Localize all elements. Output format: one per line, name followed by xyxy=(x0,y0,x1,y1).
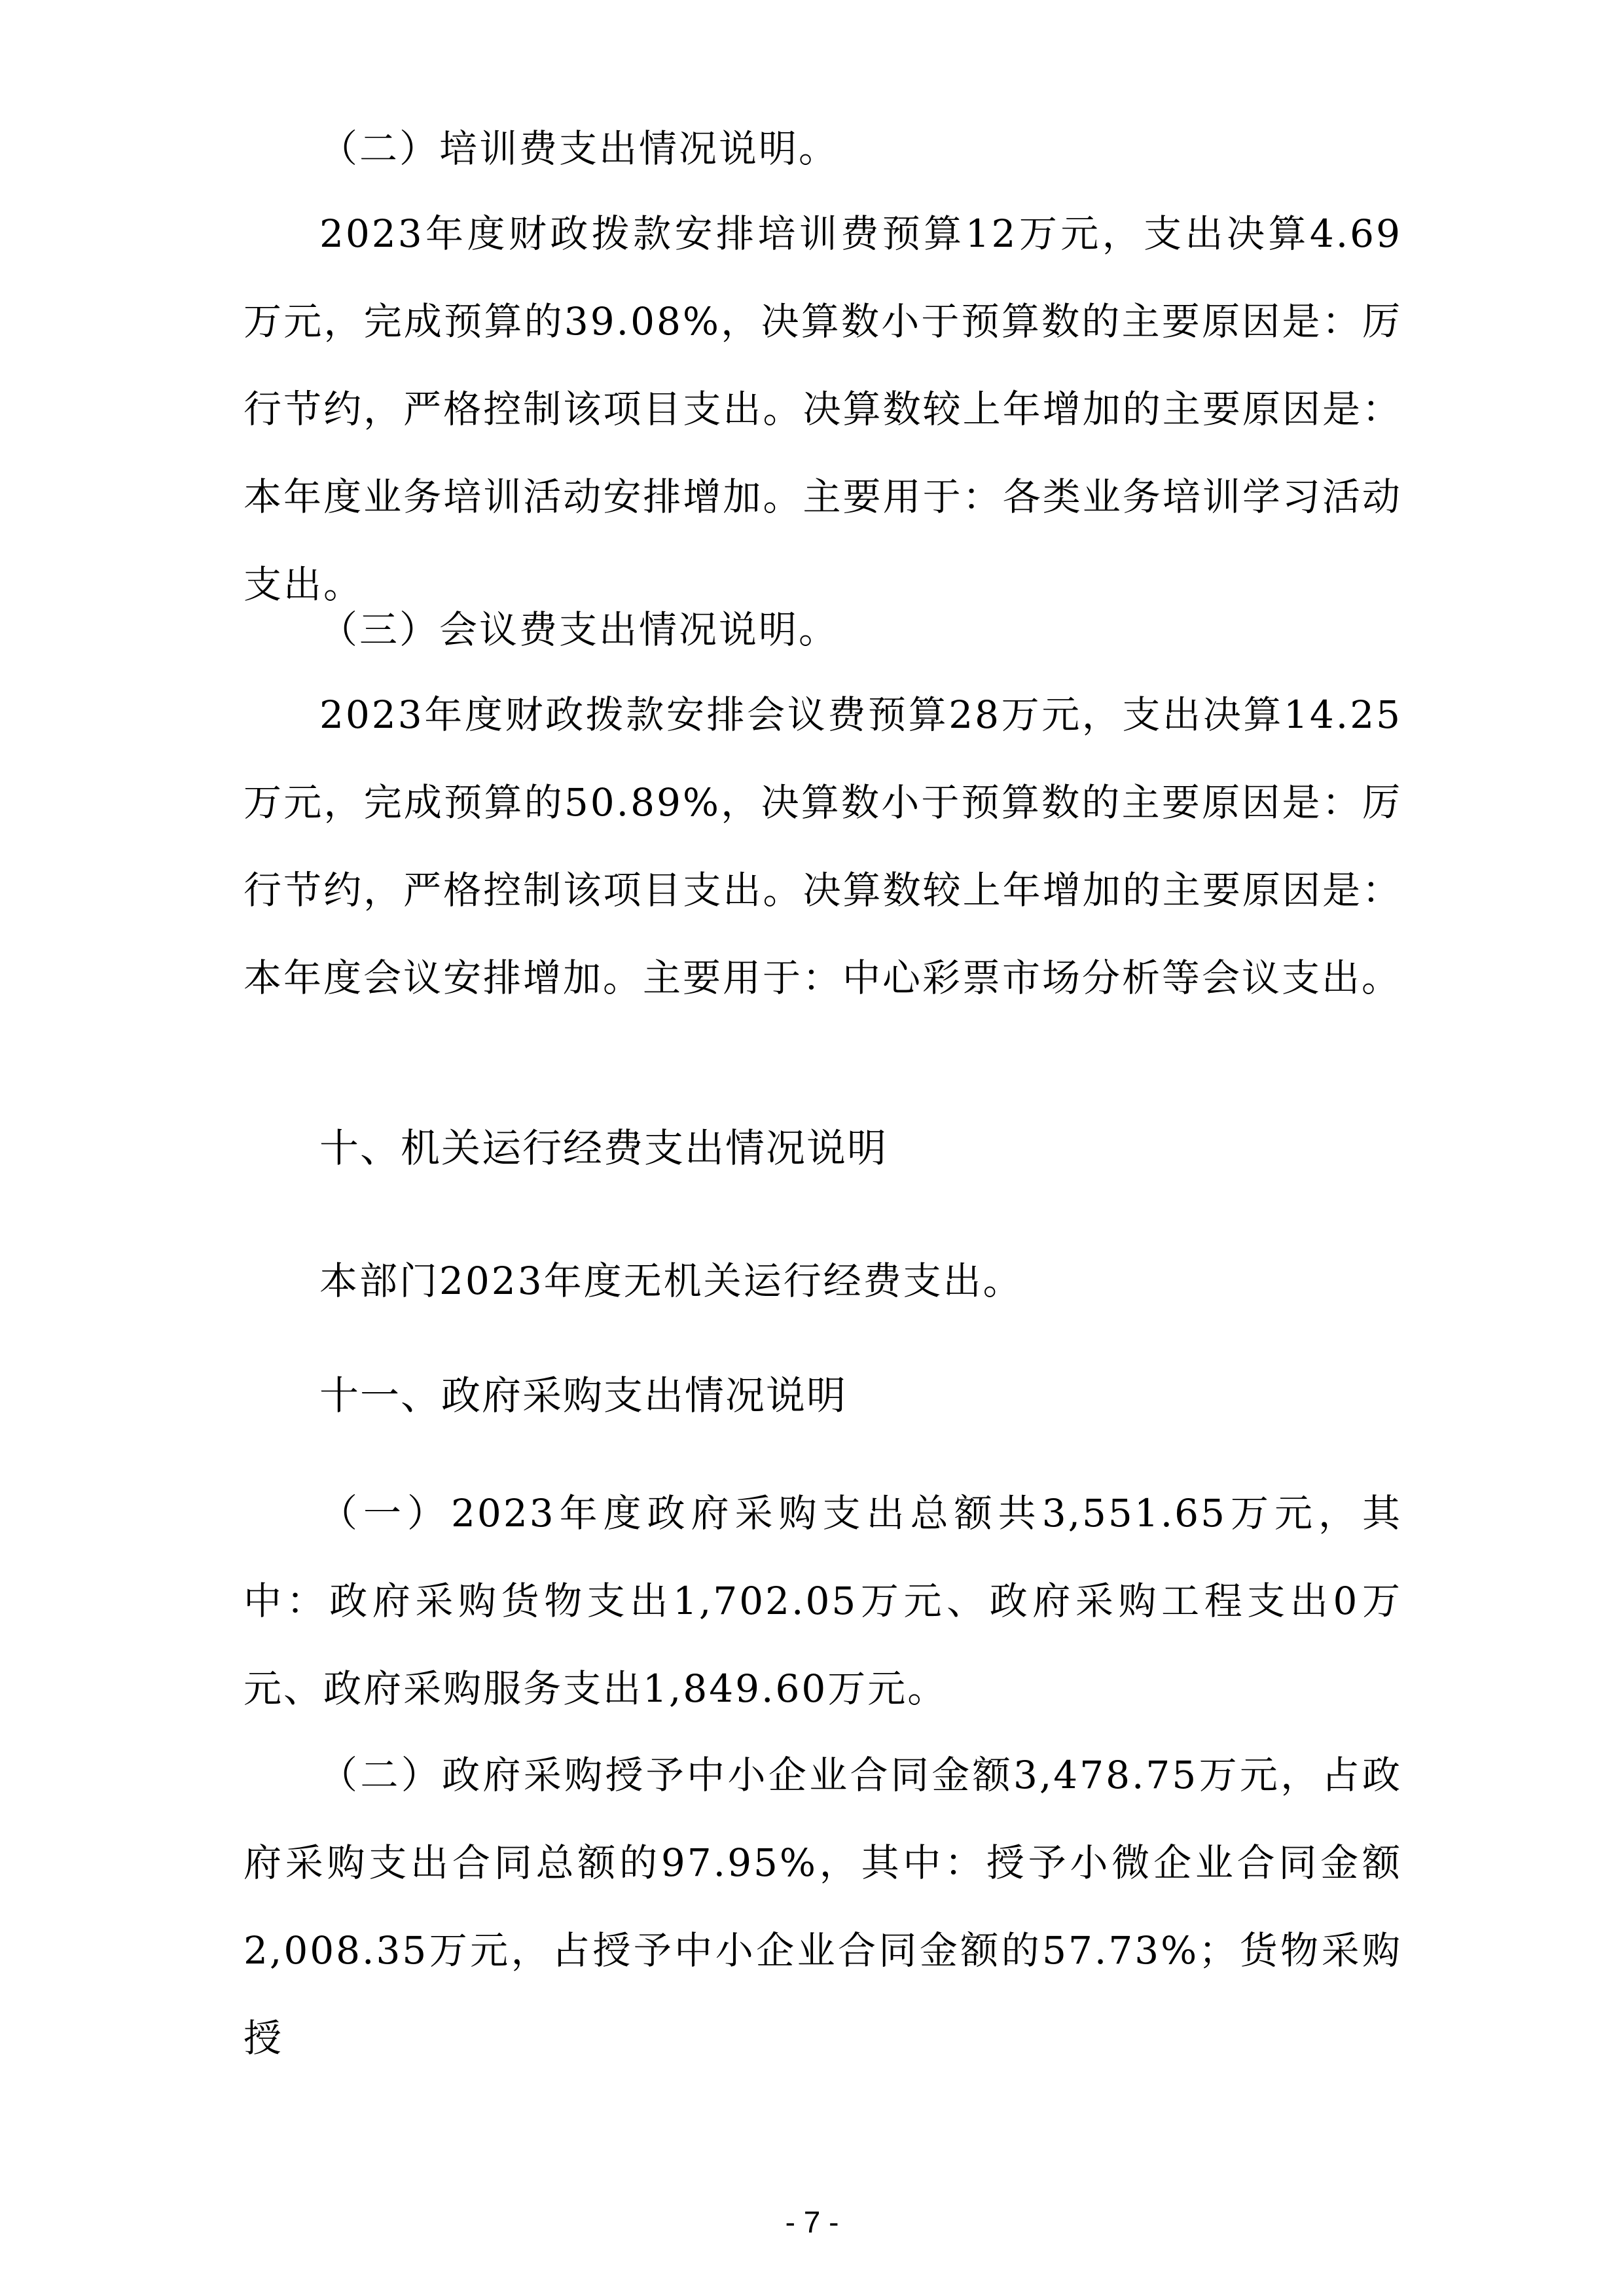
page-number: - 7 - xyxy=(785,2205,839,2239)
training-fee-paragraph: 2023年度财政拨款安排培训费预算12万元，支出决算4.69万元，完成预算的39.08%，决算数小于预算数的主要原因是：厉行节约，严格控制该项目支出。决算数较上年增加的主要原因是：本年度业务培训活动安排增加。主要用于：各类业务培训学习活动支出。 xyxy=(244,211,1402,607)
procurement-total-paragraph: （一）2023年度政府采购支出总额共3,551.65万元，其中：政府采购货物支出1,702.05万元、政府采购工程支出0万元、政府采购服务支出1,849.60万元。 xyxy=(244,1491,1402,1711)
meeting-fee-paragraph: 2023年度财政拨款安排会议费预算28万元，支出决算14.25万元，完成预算的50.89%，决算数小于预算数的主要原因是：厉行节约，严格控制该项目支出。决算数较上年增加的主要原因是：本年度会议安排增加。主要用于：中心彩票市场分析等会议支出。 xyxy=(244,692,1402,1000)
procurement-sme-paragraph: （二）政府采购授予中小企业合同金额3,478.75万元，占政府采购支出合同总额的97.95%，其中：授予小微企业合同金额2,008.35万元，占授予中小企业合同金额的57.73%；货物采购授 xyxy=(244,1753,1402,2060)
training-fee-heading: （二）培训费支出情况说明。 xyxy=(319,126,839,171)
section-10-title: 十、机关运行经费支出情况说明 xyxy=(319,1126,888,1172)
section-10-paragraph: 本部门2023年度无机关运行经费支出。 xyxy=(319,1259,1023,1303)
meeting-fee-heading: （三）会议费支出情况说明。 xyxy=(319,607,839,652)
section-11-title: 十一、政府采购支出情况说明 xyxy=(319,1373,847,1419)
